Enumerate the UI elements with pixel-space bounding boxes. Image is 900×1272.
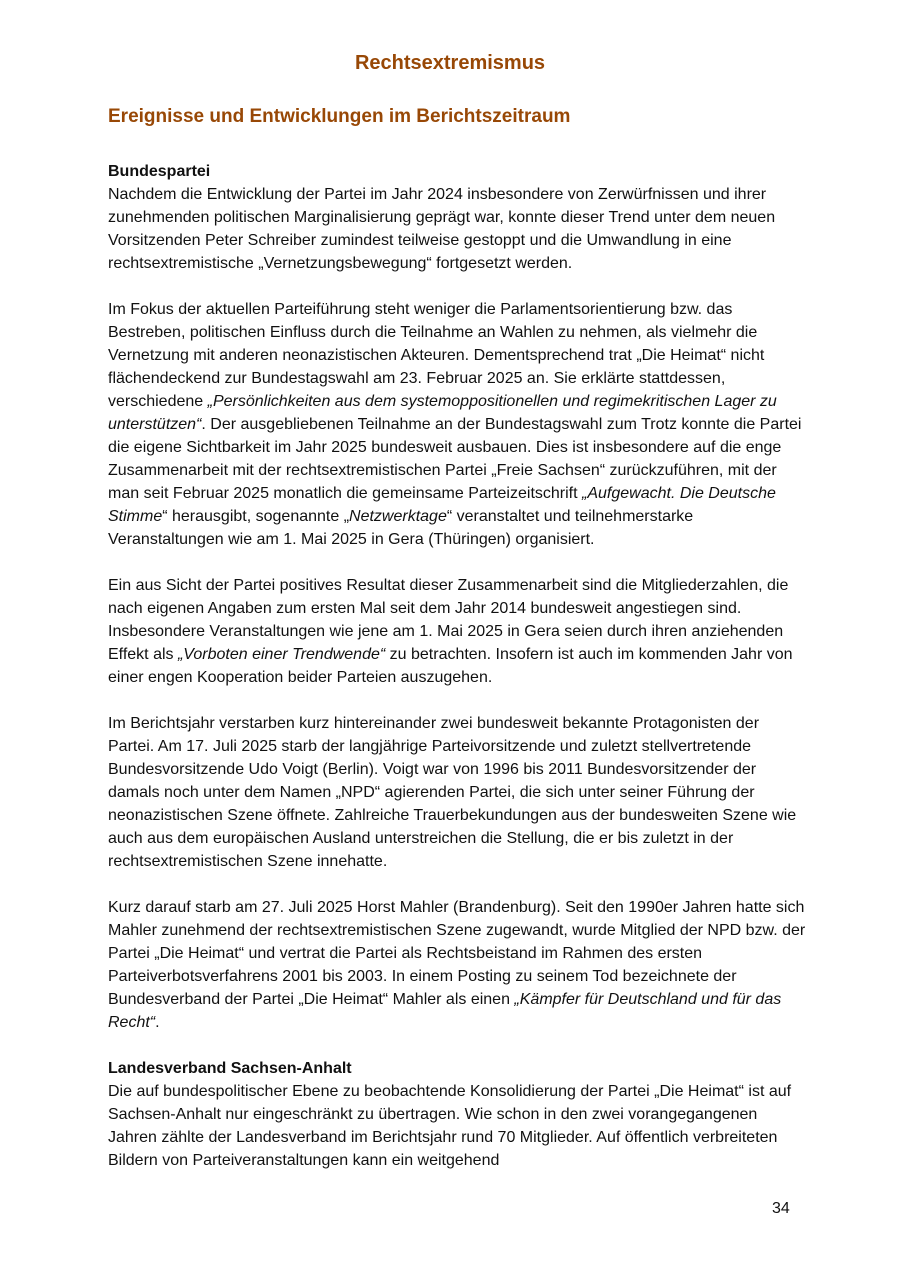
quote-run: „Vorboten einer Trendwende“ bbox=[177, 646, 386, 663]
paragraph-bund-2 bbox=[108, 298, 808, 551]
paragraph-lsa-1: Die auf bundespolitischer Ebene zu beobachtende Konsolidierung der Partei „Die Heimat“ ist auf Sachsen-Anhalt nur eingeschränkt zu übertragen. Wie schon in den zwei vorangegangenen Jahren zählte der Landesverband im Berichtsjahr rund 70 Mitglieder. Auf öffentlich verbreiteten Bildern von Parteiveranstaltungen kann ein weitgehend bbox=[108, 1083, 792, 1169]
subsection-heading-bundespartei: Bundespartei bbox=[108, 163, 211, 180]
text-run: zu betrachten. Insofern ist auch im kommenden Jahr von einer engen Kooperation beider Parteien auszugehen. bbox=[108, 646, 793, 686]
text-run: . Der ausgebliebenen Teilnahme an der Bundestagswahl zum Trotz konnte die Partei die eigene Sichtbarkeit im Jahr 2025 bundesweit ausbauen. Dies ist insbesondere auf die enge Zusammenarbeit mit der rechtsextremistischen Partei „Freie Sachsen“ zurückzuführen, mit der man seit Februar 2025 monatlich die gemeinsame Parteizeitschrift bbox=[108, 416, 802, 502]
subsection-heading-sachsen-anhalt: Landesverband Sachsen-Anhalt bbox=[108, 1060, 352, 1077]
paragraph-bund-4: Im Berichtsjahr verstarben kurz hintereinander zwei bundesweit bekannte Protagonisten der Partei. Am 17. Juli 2025 starb der langjährige Parteivorsitzende und zuletzt stellvertretende Bundesvorsitzende Udo Voigt (Berlin). Voigt war von 1996 bis 2011 Bundesvorsitzender der damals noch unter dem Namen „NPD“ agierenden Partei, die sich unter seiner Führung der neonazistischen Szene öffnete. Zahlreiche Trauerbekundungen aus der bundesweiten Szene wie auch aus dem europäischen Ausland unterstreichen die Stellung, die er bis zuletzt in der rechtsextremistischen Szene innehatte. bbox=[108, 715, 797, 870]
text-run: Im Fokus der aktuellen Parteiführung steht weniger die Parlamentsorientierung bzw. das Bestreben, politischen Einfluss durch die Teilnahme an Wahlen zu nehmen, als vielmehr die Vernetzung mit anderen neonazistischen Akteuren. Dementsprechend trat „Die Heimat“ nicht flächendeckend zur Bundestagswahl am 23. Februar 2025 an. Sie erklärte stattdessen, verschiedene bbox=[108, 301, 765, 410]
quote-run: „Aufgewacht. Die Deutsche Stimme bbox=[108, 485, 776, 525]
quote-run: „Persönlichkeiten aus dem systemoppositionellen und regimekritischen Lager zu unterstützen“ bbox=[108, 393, 777, 433]
body-text bbox=[108, 160, 808, 1172]
page-title: Rechtsextremismus bbox=[354, 52, 546, 74]
text-run: “ veranstaltet und teilnehmerstarke Veranstaltungen wie am 1. Mai 2025 in Gera (Thüringen) organisiert. bbox=[108, 508, 694, 548]
page-number: 34 bbox=[772, 1200, 790, 1217]
paragraph-bund-3 bbox=[108, 574, 808, 689]
text-run: Kurz darauf starb am 27. Juli 2025 Horst Mahler (Brandenburg). Seit den 1990er Jahren hatte sich Mahler zunehmend der rechtsextremistischen Szene zugewandt, wurde Mitglied der NPD bzw. der Partei „Die Heimat“ und vertrat die Partei als Rechtsbeistand im Rahmen des ersten Parteiverbotsverfahrens 2001 bis 2003. In einem Posting zu seinem Tod bezeichnete der Bundesverband der Partei „Die Heimat“ Mahler als einen bbox=[108, 899, 806, 1008]
quote-run: Netzwerktage bbox=[349, 508, 447, 525]
paragraph-bund-1: Nachdem die Entwicklung der Partei im Jahr 2024 insbesondere von Zerwürfnissen und ihrer zunehmenden politischen Marginalisierung geprägt war, konnte dieser Trend unter dem neuen Vorsitzenden Peter Schreiber zumindest teilweise gestoppt und die Umwandlung in eine rechtsextremistische „Vernetzungsbewegung“ fortgesetzt werden. bbox=[108, 186, 776, 272]
paragraph-bund-5 bbox=[108, 896, 808, 1034]
text-run: . bbox=[155, 1014, 160, 1031]
quote-run: „Kämpfer für Deutschland und für das Recht“ bbox=[108, 991, 782, 1031]
text-run: Ein aus Sicht der Partei positives Resultat dieser Zusammenarbeit sind die Mitgliederzahlen, die nach eigenen Angaben zum ersten Mal seit dem Jahr 2014 bundesweit angestiegen sind. Insbesondere Veranstaltungen wie jene am 1. Mai 2025 in Gera seien durch ihren anziehenden Effekt als bbox=[108, 577, 789, 663]
section-title: Ereignisse und Entwicklungen im Berichtszeitraum bbox=[108, 106, 571, 127]
text-run: “ herausgibt, sogenannte „ bbox=[162, 508, 350, 525]
